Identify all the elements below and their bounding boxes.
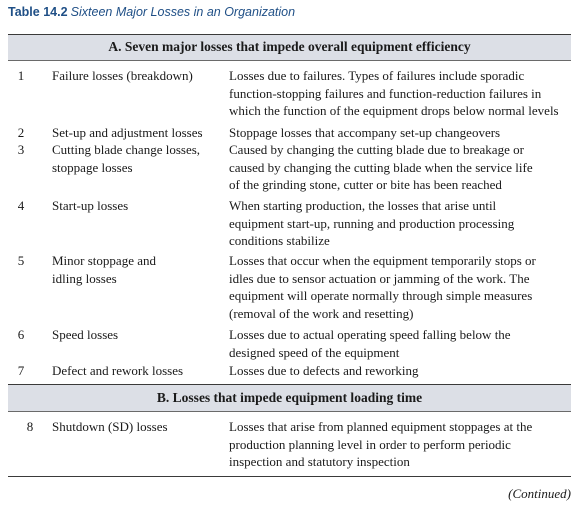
row-1-loss: Failure losses (breakdown) [52,68,193,83]
table-title: Sixteen Major Losses in an Organization [70,5,296,19]
row-7-description: Losses due to defects and reworking [229,363,419,378]
row-2-loss: Set-up and adjustment losses [52,125,203,140]
section-b-rule [8,411,571,412]
row-1-number: 1 [17,68,25,83]
row-4-loss: Start-up losses [52,198,129,213]
row-7-loss: Defect and rework losses [52,363,184,378]
row-6-number: 6 [17,327,25,342]
row-1-description: Losses due to failures. Types of failures include sporadic function-stopping failures and function-reduction failures in which the function of the equipment drops below normal levels [229,68,559,118]
row-6-loss: Speed losses [52,327,119,342]
row-8-description: Losses that arise from planned equipment stoppages at the production planning level in order to perform periodic inspection and statutory inspection [229,419,533,469]
row-3-description: Caused by changing the cutting blade due to breakage or caused by changing the cutting blade when the service life of the grinding stone, cutter or bite has been reached [229,142,533,192]
row-4-description: When starting production, the losses that arise until equipment start-up, running and production processing conditions stabilize [229,198,515,248]
section-a-rule [8,60,571,61]
continued-note: (Continued) [508,486,571,501]
section-a-heading: A. Seven major losses that impede overall equipment efficiency [108,39,471,54]
row-8-number: 8 [26,419,34,434]
row-6-description: Losses due to actual operating speed falling below the designed speed of the equipment [229,327,511,360]
row-3-loss: Cutting blade change losses, stoppage losses [52,142,201,175]
section-b-heading: B. Losses that impede equipment loading time [156,390,423,405]
row-2-description: Stoppage losses that accompany set-up changeovers [229,125,501,140]
row-7-number: 7 [17,363,25,378]
row-8-loss: Shutdown (SD) losses [52,419,168,434]
row-4-number: 4 [17,198,25,213]
row-2-number: 2 [17,125,25,140]
row-5-description: Losses that occur when the equipment temporarily stops or idles due to sensor actuation or jamming of the work. The equipment will operate normally through simple measures (removal of the work and resetting) [229,253,536,321]
table-number: Table 14.2 [8,5,68,19]
row-5-loss: Minor stoppage and idling losses [52,253,156,286]
table-caption [8,5,295,20]
row-5-number: 5 [17,253,25,268]
bottom-rule [8,476,571,477]
row-3-number: 3 [17,142,25,157]
